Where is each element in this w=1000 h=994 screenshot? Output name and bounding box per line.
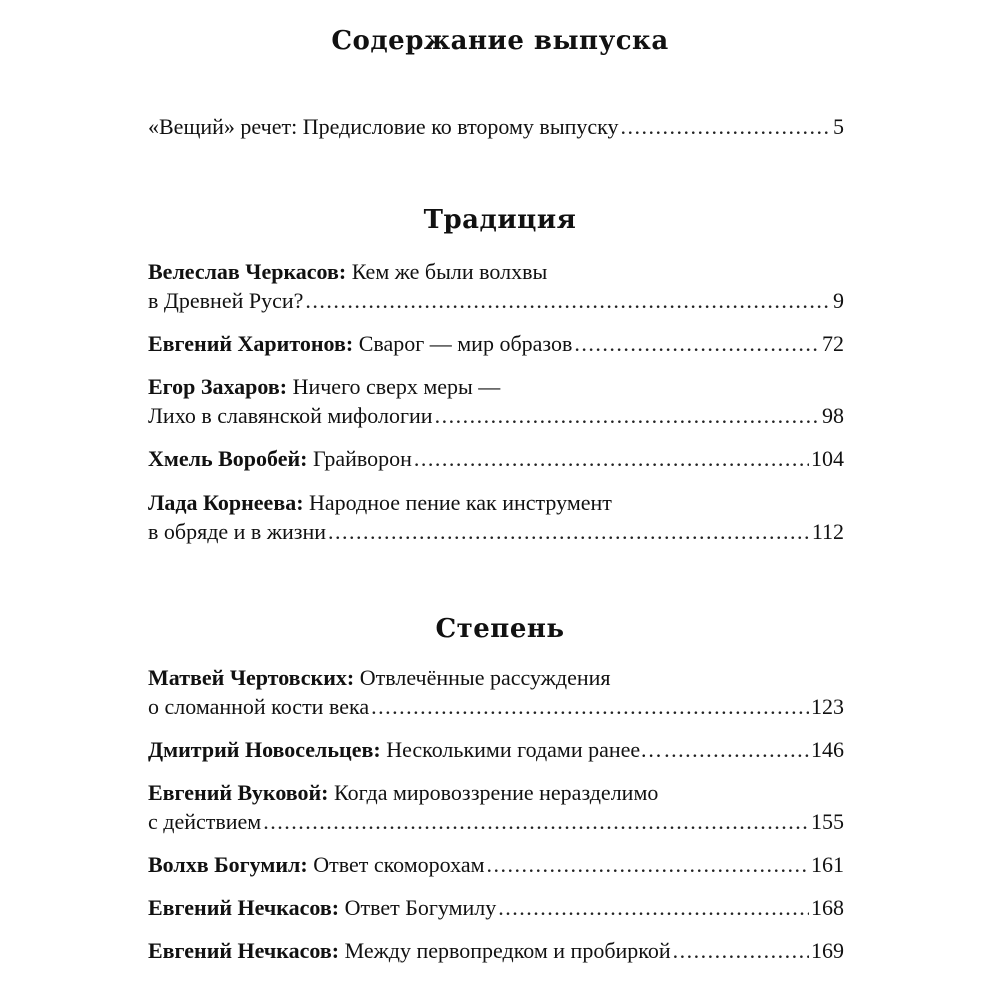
entry-title: Кем же были волхвы (351, 259, 548, 284)
entry-title: Народное пение как инструмент (309, 490, 612, 515)
leader-dots (673, 936, 809, 965)
entry-author: Евгений Харитонов: (148, 331, 354, 356)
toc-leader-line (148, 112, 844, 141)
entry-author: Хмель Воробей: (148, 446, 308, 471)
leader-dots (664, 735, 809, 764)
leader-dots (328, 517, 810, 546)
entry-title-continued: Лихо в славянской мифологии (148, 403, 433, 428)
entry-author: Велеслав Черкасов: (148, 259, 347, 284)
toc-entry[interactable] (148, 850, 844, 879)
toc-entry[interactable] (148, 893, 844, 922)
section-title-degree: Степень (435, 614, 565, 644)
toc-entry[interactable] (148, 936, 844, 965)
leader-dots (371, 692, 809, 721)
entry-title: «Вещий» речет: Предисловие ко второму выпуску (148, 114, 619, 139)
page-number: 72 (822, 331, 844, 356)
leader-dots (621, 112, 831, 141)
page-number: 98 (822, 403, 844, 428)
toc-leader-line (148, 517, 844, 546)
toc-entry[interactable] (148, 488, 844, 546)
entry-title: Когда мировоззрение неразделимо (334, 780, 659, 805)
entry-author: Волхв Богумил: (148, 852, 308, 877)
entry-author: Дмитрий Новосельцев: (148, 737, 381, 762)
leader-dots (305, 286, 831, 315)
entry-author: Евгений Нечкасов: (148, 938, 340, 963)
entry-title: Сварог — мир образов (358, 331, 573, 356)
page-number: 112 (811, 519, 844, 544)
entry-title-continued: в обряде и в жизни (148, 519, 327, 544)
entry-title-continued: о сломанной кости века (148, 694, 370, 719)
page-title: Содержание выпуска (331, 26, 669, 56)
leader-dots (498, 893, 809, 922)
toc-leader-line (148, 692, 844, 721)
page-number: 161 (811, 852, 844, 877)
entry-title: Между первопредком и пробиркой (344, 938, 671, 963)
leader-dots (487, 850, 809, 879)
page-number: 9 (833, 288, 844, 313)
page-number: 123 (811, 694, 844, 719)
entry-title-continued: в Древней Руси? (148, 288, 304, 313)
entry-title: Ответ Богумилу (344, 895, 497, 920)
toc-leader-line (148, 735, 844, 764)
entry-title: Ответ скоморохам (313, 852, 485, 877)
page-number: 168 (811, 895, 844, 920)
toc-entry[interactable] (148, 444, 844, 473)
toc-entry[interactable] (148, 372, 844, 430)
entry-author: Евгений Вуковой: (148, 780, 329, 805)
leader-dots (414, 444, 809, 473)
toc-entry[interactable] (148, 257, 844, 315)
entry-title: Грайворон (313, 446, 412, 471)
page-number: 5 (833, 114, 844, 139)
page-number: 104 (811, 446, 844, 471)
toc-leader-line (148, 286, 844, 315)
entry-title: Отвлечённые рассуждения (359, 665, 611, 690)
leader-dots (435, 401, 820, 430)
toc-leader-line (148, 401, 844, 430)
toc-entry[interactable] (148, 735, 844, 764)
page-number: 169 (811, 938, 844, 963)
leader-dots (574, 329, 820, 358)
entry-title: Ничего сверх меры — (292, 374, 501, 399)
toc-leader-line (148, 329, 844, 358)
entry-author: Евгений Нечкасов: (148, 895, 340, 920)
toc-entry[interactable] (148, 329, 844, 358)
page-number: 155 (811, 809, 844, 834)
entry-title-continued: с действием (148, 809, 262, 834)
entry-author: Егор Захаров: (148, 374, 288, 399)
toc-leader-line (148, 893, 844, 922)
entry-author: Матвей Чертовских: (148, 665, 355, 690)
leader-dots (263, 807, 809, 836)
toc-entry[interactable] (148, 663, 844, 721)
toc-leader-line (148, 807, 844, 836)
page-number: 146 (811, 737, 844, 762)
toc-entry-preface[interactable] (148, 112, 844, 141)
toc-leader-line (148, 936, 844, 965)
section-title-tradition: Традиция (423, 205, 577, 235)
toc-leader-line (148, 444, 844, 473)
entry-author: Лада Корнеева: (148, 490, 304, 515)
entry-title: Несколькими годами ранее… (386, 737, 663, 762)
toc-leader-line (148, 850, 844, 879)
toc-entry[interactable] (148, 778, 844, 836)
